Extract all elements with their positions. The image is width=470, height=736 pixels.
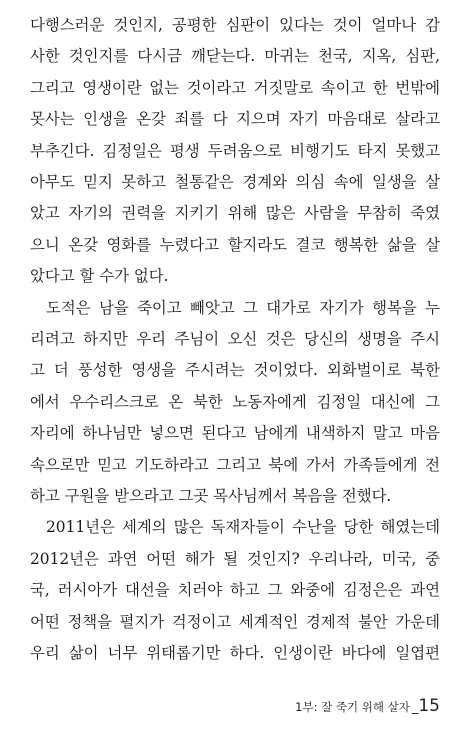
chapter-label: 1부: 잘 죽기 위해 살자: [295, 700, 410, 714]
text-line-16: 하고 구원을 받으라고 그곳 목사님께서 복음을 전했다.: [30, 487, 392, 505]
text-line-18: 2012년은 과연 어떤 해가 될 것인지? 우리나라, 미국, 중: [30, 549, 440, 568]
text-line-6: 아무도 믿지 못하고 철통같은 경계와 의심 속에 일생을 살: [30, 173, 440, 191]
page-footer: [295, 694, 440, 718]
text-line-21: 우리 삶이 너무 위태롭기만 하다. 인생이란 바다에 일엽편: [30, 644, 440, 662]
text-line-19: 국, 러시아가 대선을 치러야 하고 그 와중에 김정은은 과연: [30, 581, 440, 600]
text-line-12: 고 더 풍성한 영생을 주시려는 것이었다. 외화벌이로 북한: [30, 361, 440, 380]
text-line-11: 리려고 하지만 우리 주님이 오신 것은 당신의 생명을 주시: [30, 330, 440, 348]
text-line-8: 으니 온갖 영화를 누렸다고 할지라도 결코 행복한 삶을 살: [30, 235, 440, 254]
text-line-7: 았고 자기의 권력을 지키기 위해 많은 사람을 무참히 죽였: [30, 204, 440, 223]
text-line-1: 다행스러운 것인지, 공평한 심판이 있다는 것이 얼마나 감: [30, 16, 440, 34]
text-line-17: 2011년은 세계의 많은 독재자들이 수난을 당한 해였는데: [46, 518, 440, 537]
text-line-20: 어떤 정책을 펼지가 걱정이고 세계적인 경제적 불안 가운데: [30, 612, 440, 631]
text-line-9: 았다고 할 수가 없다.: [30, 267, 169, 286]
text-line-13: 에서 우수리스크로 온 북한 노동자에게 김정일 대신에 그: [30, 392, 440, 411]
text-line-5: 부추긴다. 김정일은 평생 두려움으로 비행기도 타지 못했고: [30, 141, 440, 160]
text-line-15: 속으로만 믿고 기도하라고 그리고 북에 가서 가족들에게 전: [30, 455, 440, 474]
footer-separator: _: [411, 700, 419, 715]
text-line-4: 못사는 인생을 온갖 죄를 다 지으며 자기 마음대로 살라고: [30, 110, 440, 129]
page-number: 15: [418, 696, 440, 716]
text-line-3: 그리고 영생이란 없는 것이라고 거짓말로 속이고 한 번밖에: [30, 78, 440, 97]
text-line-10: 도적은 남을 죽이고 빼앗고 그 대가로 자기가 행복을 누: [46, 298, 440, 317]
text-line-2: 사한 것인지를 다시금 깨닫는다. 마귀는 천국, 지옥, 심판,: [30, 47, 440, 66]
text-line-14: 자리에 하나님만 넣으면 된다고 남에게 내색하지 말고 마음: [30, 424, 440, 443]
